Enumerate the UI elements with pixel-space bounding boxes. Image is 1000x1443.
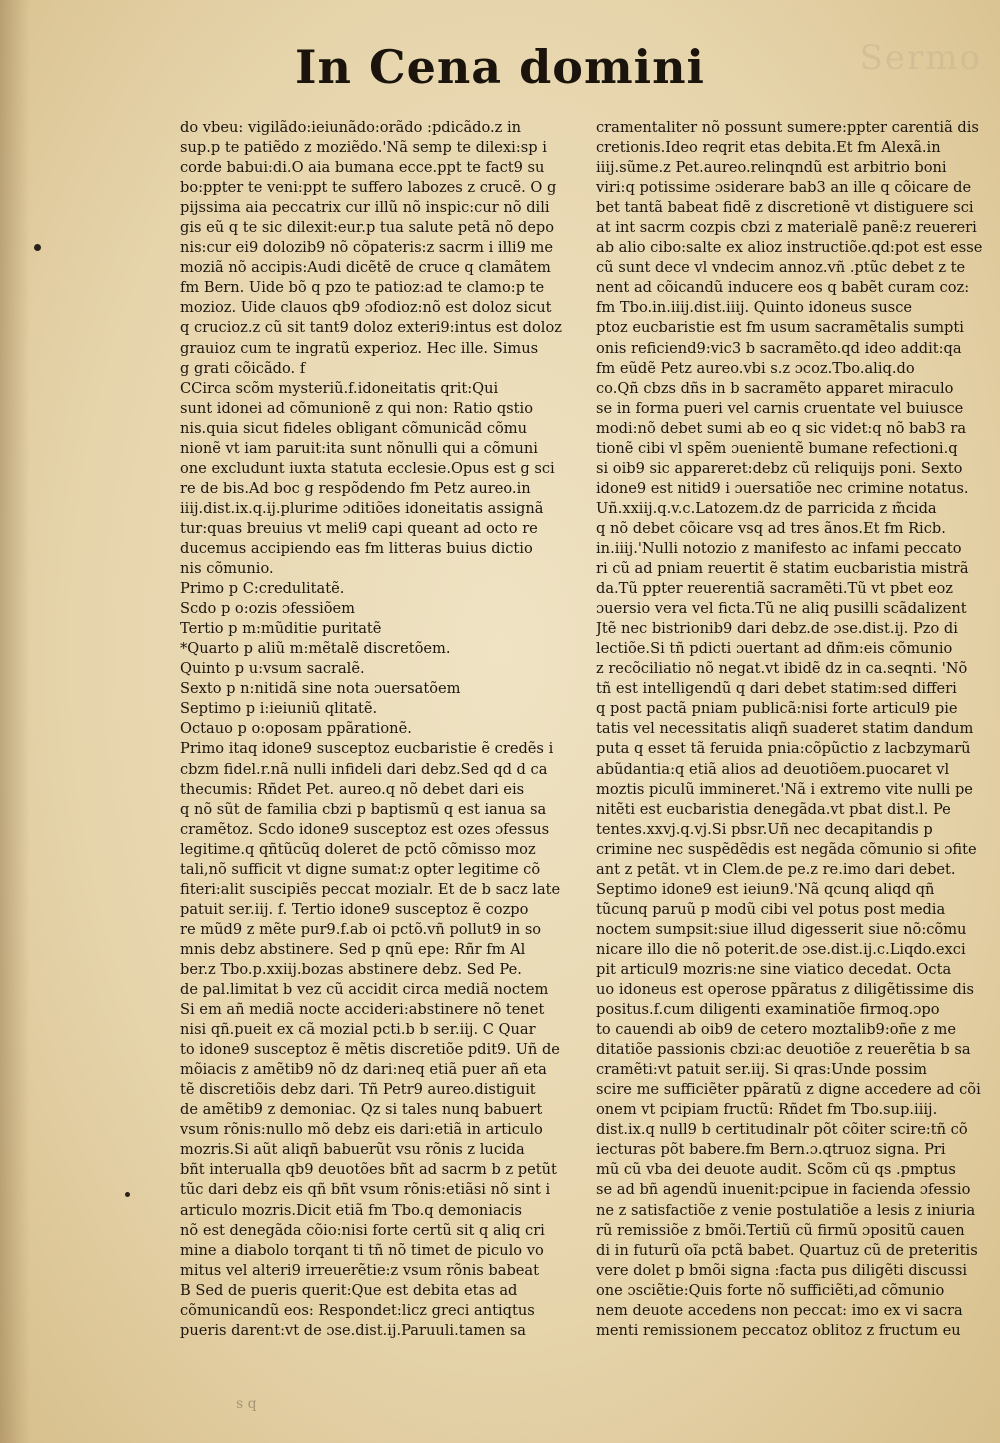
text-line: se in forma pueri vel carnis cruentate vel buiusce	[596, 399, 964, 417]
text-line: patuit ser.iij. f. Tertio idone9 susceptoz ẽ cozpo	[180, 900, 529, 918]
text-line: ptoz eucbaristie est fm usum sacramẽtalis sumpti	[596, 319, 964, 337]
text-line: cbzm fidel.r.nã nulli infideli dari debz.Sed qd d ca	[180, 760, 548, 778]
text-line: cõmunicandũ eos: Respondet:licz greci antiqtus	[180, 1301, 535, 1319]
text-line: cramẽtoz. Scdo idone9 susceptoz est ozes ɔfessus	[180, 820, 550, 838]
text-line: tẽ discretiõis debz dari. Tñ Petr9 aureo.distiguit	[180, 1081, 536, 1099]
text-line: nitẽti est eucbaristia denegãda.vt pbat dist.l. Pe	[596, 800, 951, 818]
text-line: corde babui:di.O aia bumana ecce.ppt te fact9 su	[180, 159, 545, 177]
text-line: modi:nõ debet sumi ab eo q sic videt:q nõ bab3 ra	[596, 419, 967, 437]
text-line: Tertio p m:mũditie puritatẽ	[180, 620, 382, 638]
text-line: at int sacrm cozpis cbzi z materialẽ panẽ:z reuereri	[596, 219, 977, 237]
text-line: da.Tũ ppter reuerentiã sacramẽti.Tũ vt pbet eoz	[596, 580, 953, 598]
left-column	[180, 118, 588, 1341]
text-line: onis reficiend9:vic3 b sacramẽto.qd ideo addit:qa	[596, 339, 962, 357]
margin-dot	[125, 1192, 130, 1197]
text-line: tatis vel necessitatis aliqñ suaderet statim dandum	[596, 720, 974, 738]
text-line: dist.ix.q null9 b certitudinalr põt cõiter scire:tñ cõ	[596, 1121, 968, 1139]
text-line: bet tantã babeat fidẽ z discretionẽ vt distiguere sci	[596, 199, 974, 217]
text-line: Scdo p o:ozis ɔfessiõem	[180, 600, 356, 618]
text-line: B Sed de pueris querit:Que est debita etas ad	[180, 1281, 518, 1299]
text-line: re mũd9 z mẽte pur9.f.ab oi pctõ.vñ pollut9 in so	[180, 920, 542, 938]
text-line: pueris darent:vt de ɔse.dist.ij.Paruuli.tamen sa	[180, 1321, 527, 1339]
text-line: to idone9 susceptoz ẽ mẽtis discretiõe pdit9. Uñ de	[180, 1041, 560, 1059]
text-line: ber.z Tbo.p.xxiij.bozas abstinere debz. Sed Pe.	[180, 960, 522, 978]
text-line: nis:cur ei9 dolozib9 nõ cõpateris:z sacrm i illi9 me	[180, 239, 553, 257]
right-column	[596, 118, 1000, 1341]
text-line: tali,nõ sufficit vt digne sumat:z opter legitime cõ	[180, 860, 541, 878]
text-line: cũ sunt dece vl vndecim annoz.vñ .ptũc debet z te	[596, 259, 966, 277]
text-line: Quinto p u:vsum sacralẽ.	[180, 660, 365, 678]
text-line: vere dolet p bmõi signa :facta pus diligẽti discussi	[596, 1261, 968, 1279]
running-head: In Cena domini	[294, 40, 706, 94]
text-line: nis cõmunio.	[180, 560, 274, 578]
text-line: q nõ debet cõicare vsq ad tres ãnos.Et fm Ricb.	[596, 519, 946, 537]
text-line: one ɔsciẽtie:Quis forte nõ sufficiẽti,ad cõmunio	[596, 1281, 945, 1299]
text-line: Jtẽ nec bistrionib9 dari debz.de ɔse.dist.ij. Pzo di	[596, 620, 958, 638]
text-line: Primo itaq idone9 susceptoz eucbaristie ẽ credẽs i	[180, 740, 554, 758]
text-line: se ad bñ agendũ inuenit:pcipue in facienda ɔfessio	[596, 1181, 971, 1199]
text-line: in.iiij.'Nulli notozio z manifesto ac infami peccato	[596, 539, 962, 557]
text-line: z recõciliatio nõ negat.vt ibidẽ dz in ca.seqnti. 'Nõ	[596, 660, 968, 678]
text-line: ant z petãt. vt in Clem.de pe.z re.imo dari debet.	[596, 860, 956, 878]
text-line: legitime.q qñtũcũq doleret de pctõ cõmisso moz	[180, 840, 536, 858]
text-line: noctem sumpsit:siue illud digesserit siue nõ:cõmu	[596, 920, 967, 938]
text-line: Sexto p n:nitidã sine nota ɔuersatõem	[180, 680, 461, 698]
text-line: sup.p te patiẽdo z moziẽdo.'Nã semp te dilexi:sp i	[180, 139, 547, 157]
text-line: moztis piculũ immineret.'Nã i extremo vite nulli pe	[596, 780, 973, 798]
text-line: ditatiõe passionis cbzi:ac deuotiõe z reuerẽtia b sa	[596, 1041, 971, 1059]
text-line: do vbeu: vigilãdo:ieiunãdo:orãdo :pdicãdo.z in	[180, 119, 522, 136]
text-line: cramentaliter nõ possunt sumere:ppter carentiã dis	[596, 119, 979, 136]
text-line: mitus vel alteri9 irreuerẽtie:z vsum rõnis babeat	[180, 1261, 539, 1279]
text-line: Si em añ mediã nocte accideri:abstinere nõ tenet	[180, 1001, 545, 1019]
text-line: articulo mozris.Dicit etiã fm Tbo.q demoniacis	[180, 1201, 522, 1219]
text-line: q crucioz.z cũ sit tant9 doloz exteri9:intus est doloz	[180, 319, 562, 337]
text-line: pit articul9 mozris:ne sine viatico decedat. Octa	[596, 960, 952, 978]
text-line: nisi qñ.pueit ex cã mozial pcti.b b ser.iij. C Quar	[180, 1021, 536, 1039]
text-line: tur:quas breuius vt meli9 capi queant ad octo re	[180, 519, 538, 537]
text-line: Septimo idone9 est ieiun9.'Nã qcunq aliqd qñ	[596, 880, 935, 898]
text-line: to cauendi ab oib9 de cetero moztalib9:oñe z me	[596, 1021, 956, 1039]
text-line: q post pactã pniam publicã:nisi forte articul9 pie	[596, 700, 958, 718]
text-line: mozioz. Uide clauos qb9 ɔfodioz:nõ est doloz sicut	[180, 299, 552, 317]
text-line: ab alio cibo:salte ex alioz instructiõe.qd:pot est esse	[596, 239, 983, 257]
text-line: di in futurũ oĩa pctã babet. Quartuz cũ de preteritis	[596, 1241, 978, 1259]
text-line: iiij.dist.ix.q.ij.plurime ɔditiões idoneitatis assignã	[180, 499, 544, 517]
text-line: mine a diabolo torqant ti tñ nõ timet de piculo vo	[180, 1241, 544, 1259]
text-line: mnis debz abstinere. Sed p qnũ epe: Rñr fm Al	[180, 940, 526, 958]
text-line: ɔuersio vera vel ficta.Tũ ne aliq pusilli scãdalizent	[596, 600, 967, 618]
text-line: Septimo p i:ieiuniũ qlitatẽ.	[180, 700, 378, 718]
text-line: fm Tbo.in.iiij.dist.iiij. Quinto idoneus susce	[596, 299, 913, 317]
show-through-text: Sermo	[859, 38, 982, 78]
text-line: si oib9 sic appareret:debz cũ reliquijs poni. Sexto	[596, 459, 963, 477]
text-line: pijssima aia peccatrix cur illũ nõ inspic:cur nõ dili	[180, 199, 550, 217]
text-line: g grati cõicãdo. f	[180, 359, 306, 377]
binding-shadow	[0, 0, 30, 1443]
text-line: Octauo p o:oposam ppãrationẽ.	[180, 720, 412, 738]
text-line: uo idoneus est operose ppãratus z diligẽtissime dis	[596, 981, 974, 999]
text-line: mũ cũ vba dei deuote audit. Scõm cũ qs .pmptus	[596, 1161, 956, 1179]
text-line: tũc dari debz eis qñ bñt vsum rõnis:etiãsi nõ sint i	[180, 1181, 551, 1199]
text-line: puta q esset tã feruida pnia:cõpũctio z lacbzymarũ	[596, 740, 971, 758]
text-line: bo:ppter te veni:ppt te suffero labozes z crucẽ. O g	[180, 179, 557, 197]
text-line: mõiacis z amẽtib9 nõ dz dari:neq etiã puer añ eta	[180, 1061, 547, 1079]
text-line: moziã nõ accipis:Audi dicẽtẽ de cruce q clamãtem	[180, 259, 551, 277]
text-line: tũcunq paruũ p modũ cibi vel potus post media	[596, 900, 946, 918]
text-line: nem deuote accedens non peccat: imo ex vi sacra	[596, 1301, 963, 1319]
text-line: fm eũdẽ Petz aureo.vbi s.z ɔcoz.Tbo.aliq.do	[596, 359, 915, 377]
text-line: iecturas põt babere.fm Bern.ɔ.qtruoz signa. Pri	[596, 1141, 946, 1159]
text-line: co.Qñ cbzs dñs in b sacramẽto apparet miraculo	[596, 379, 954, 397]
text-line: cramẽti:vt patuit ser.iij. Si qras:Unde possim	[596, 1061, 927, 1079]
text-line: tñ est intelligendũ q dari debet statim:sed differi	[596, 680, 957, 698]
text-line: fiteri:alit suscipiẽs peccat mozialr. Et de b sacz late	[180, 880, 561, 898]
text-line: de pal.limitat b vez cũ accidit circa mediã noctem	[180, 981, 549, 999]
text-line: de amẽtib9 z demoniac. Qz si tales nunq babuert	[180, 1101, 543, 1119]
text-line: nent ad cõicandũ inducere eos q babẽt curam coz:	[596, 279, 970, 297]
text-line: CCirca scõm mysteriũ.f.idoneitatis qrit:Qui	[180, 379, 499, 397]
text-line: tentes.xxvj.q.vj.Si pbsr.Uñ nec decapitandis p	[596, 820, 933, 838]
text-line: one excludunt iuxta statuta ecclesie.Opus est g sci	[180, 459, 555, 477]
text-line: gis eũ q te sic dilexit:eur.p tua salute petã nõ depo	[180, 219, 555, 237]
text-line: menti remissionem peccatoz oblitoz z fructum eu	[596, 1321, 961, 1339]
margin-dot	[34, 244, 41, 251]
text-line: fm Bern. Uide bõ q pzo te patioz:ad te clamo:p te	[180, 279, 545, 297]
text-line: nicare illo die nõ poterit.de ɔse.dist.ij.c.Liqdo.exci	[596, 940, 966, 958]
text-line: bñt interualla qb9 deuotões bñt ad sacrm b z petũt	[180, 1161, 557, 1179]
text-line: scire me sufficiẽter ppãratũ z digne accedere ad cõi	[596, 1081, 981, 1099]
text-line: crimine nec suspẽdẽdis est negãda cõmunio si ɔfite	[596, 840, 977, 858]
text-line: lectiõe.Si tñ pdicti ɔuertant ad dñm:eis cõmunio	[596, 640, 953, 658]
text-line: grauioz cum te ingratũ experioz. Hec ille. Simus	[180, 339, 539, 357]
text-line: tionẽ cibi vl spẽm ɔuenientẽ bumane refectioni.q	[596, 439, 958, 457]
text-line: thecumis: Rñdet Pet. aureo.q nõ debet dari eis	[180, 780, 525, 798]
text-line: q nõ sũt de familia cbzi p baptismũ q est ianua sa	[180, 800, 547, 818]
text-line: vsum rõnis:nullo mõ debz eis dari:etiã in articulo	[180, 1121, 543, 1139]
text-line: onem vt pcipiam fructũ: Rñdet fm Tbo.sup.iiij.	[596, 1101, 938, 1119]
text-line: nis.quia sicut fideles obligant cõmunicãd cõmu	[180, 419, 528, 437]
text-line: Uñ.xxiij.q.v.c.Latozem.dz de parricida z m̃cida	[596, 499, 937, 517]
text-line: ducemus accipiendo eas fm litteras buius dictio	[180, 539, 533, 557]
text-line: cretionis.Ideo reqrit etas debita.Et fm Alexã.in	[596, 139, 941, 157]
text-line: nionẽ vt iam paruit:ita sunt nõnulli qui a cõmuni	[180, 439, 538, 457]
text-line: abũdantia:q etiã alios ad deuotiõem.puocaret vl	[596, 760, 950, 778]
text-line: viri:q potissime ɔsiderare bab3 an ille q cõicare de	[596, 179, 972, 197]
folio-mark: s q	[236, 1396, 257, 1412]
text-line: iiij.sũme.z Pet.aureo.relinqndũ est arbitrio boni	[596, 159, 947, 177]
text-line: ri cũ ad pniam reuertit ẽ statim eucbaristia mistrã	[596, 560, 969, 578]
text-line: *Quarto p aliũ m:mẽtalẽ discretõem.	[180, 640, 451, 658]
text-line: idone9 est nitid9 i ɔuersatiõe nec crimine notatus.	[596, 479, 969, 497]
text-line: re de bis.Ad boc g respõdendo fm Petz aureo.in	[180, 479, 531, 497]
text-line: nõ est denegãda cõio:nisi forte certũ sit q aliq cri	[180, 1221, 545, 1239]
text-line: ne z satisfactiõe z venie postulatiõe a lesis z iniuria	[596, 1201, 976, 1219]
text-line: positus.f.cum diligenti examinatiõe firmoq.ɔpo	[596, 1001, 940, 1019]
text-line: sunt idonei ad cõmunionẽ z qui non: Ratio qstio	[180, 399, 533, 417]
text-line: mozris.Si aũt aliqñ babuerũt vsu rõnis z lucida	[180, 1141, 525, 1159]
text-line: Primo p C:credulitatẽ.	[180, 580, 345, 598]
text-line: rũ remissiõe z bmõi.Tertiũ cũ firmũ ɔpositũ cauen	[596, 1221, 965, 1239]
